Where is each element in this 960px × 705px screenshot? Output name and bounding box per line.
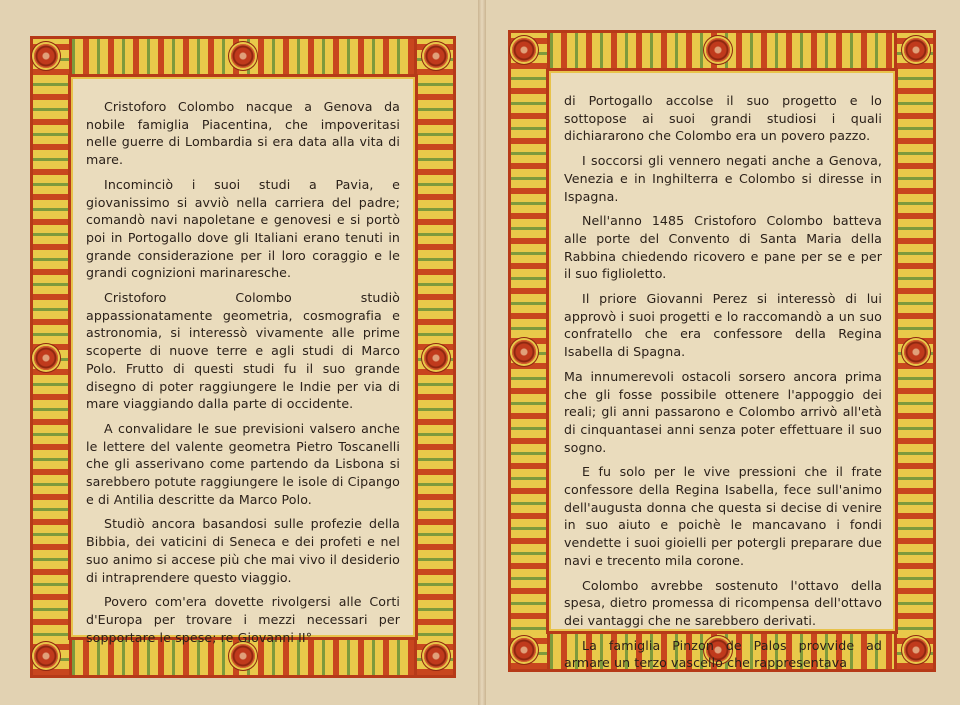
paragraph: Nell'anno 1485 Cristoforo Colombo batteva alle porte del Convento di Santa Maria della Rabbina chiedendo ricovero e pane per se e per il suo figlioletto. <box>564 213 882 282</box>
rosette-ornament <box>904 340 928 364</box>
rosette-ornament <box>231 644 255 668</box>
paragraph: di Portogallo accolse il suo progetto e lo sottopose ai suoi grandi studiosi i quali dichiararono che Colombo era un povero pazzo. <box>564 93 882 144</box>
paragraph: Cristoforo Colombo studiò appassionatamente geometria, cosmografia e astronomia, si interessò vivamente alle prime scoperte di nuove terre e agli studi di Marco Polo. Frutto di questi studi fu il suo grande disegno di poter raggiungere le Indie per via di mare viaggiando dalla parte di occidente. <box>86 290 400 412</box>
rosette-ornament <box>231 44 255 68</box>
rosette-ornament <box>34 644 58 668</box>
rosette-ornament <box>512 340 536 364</box>
paragraph: E fu solo per le vive pressioni che il frate confessore della Regina Isabella, fece sull'animo dell'augusta donna che questa si decise di venire in suo aiuto e poichè le mancavano i fondi vendette i suoi gioielli per potergli preparare due navi e trecento mila corone. <box>564 464 882 568</box>
paragraph: Incominciò i suoi studi a Pavia, e giovanissimo si avviò nella carriera del padre; comandò navi napoletane e genovesi e si portò poi in Portogallo dove gli Italiani erano tenuti in grande considerazione per il loro coraggio e le grandi cognizioni marinaresche. <box>86 176 400 281</box>
paragraph: Ma innumerevoli ostacoli sorsero ancora prima che gli fosse possibile ottenere l'appoggio dei reali; gli anni passarono e Colombo arrivò all'età di cinquantasei anni senza poter effettuare il suo sogno. <box>564 368 882 455</box>
right-page-text <box>564 92 882 672</box>
page-fold <box>478 0 486 705</box>
left-page <box>0 0 478 705</box>
rosette-ornament <box>34 44 58 68</box>
rosette-ornament <box>512 38 536 62</box>
rosette-ornament <box>904 38 928 62</box>
rosette-ornament <box>424 346 448 370</box>
paragraph: A convalidare le sue previsioni valsero anche le lettere del valente geometra Pietro Toscanelli che gli asserivano come partendo da Lisbona si sarebbero potute raggiungere le isole di Cipango e di Antilia descritte da Marco Polo. <box>86 420 400 507</box>
paragraph: La famiglia Pinzon de Palos provvide ad armare un terzo vascello che rappresentava <box>564 637 882 671</box>
paragraph: Colombo avrebbe sostenuto l'ottavo della spesa, dietro promessa di ricompensa dell'ottavo dei vantaggi che ne sarebbero derivati. <box>564 577 882 628</box>
paragraph: Cristoforo Colombo nacque a Genova da nobile famiglia Piacentina, che impoveritasi nelle guerre di Lombardia si era data alla vita di mare. <box>86 99 400 168</box>
rosette-ornament <box>424 44 448 68</box>
rosette-ornament <box>512 638 536 662</box>
rosette-ornament <box>706 38 730 62</box>
rosette-ornament <box>904 638 928 662</box>
left-page-text <box>86 98 400 646</box>
paragraph: I soccorsi gli vennero negati anche a Genova, Venezia e in Inghilterra e Colombo si diresse in Ispagna. <box>564 153 882 204</box>
paragraph: Studiò ancora basandosi sulle profezie della Bibbia, dei vaticini di Seneca e dei profeti e nel suo animo si accese più che mai vivo il desiderio di intraprendere questo viaggio. <box>86 516 400 585</box>
rosette-ornament <box>424 644 448 668</box>
right-page <box>486 0 960 705</box>
rosette-ornament <box>34 346 58 370</box>
paragraph: Il priore Giovanni Perez si interessò di lui approvò i suoi progetti e lo raccomandò a un suo confratello che era confessore della Regina Isabella di Spagna. <box>564 291 882 360</box>
paragraph: Povero com'era dovette rivolgersi alle Corti d'Europa per trovare i mezzi necessari per sopportare le spese; re Giovanni II° <box>86 594 400 645</box>
